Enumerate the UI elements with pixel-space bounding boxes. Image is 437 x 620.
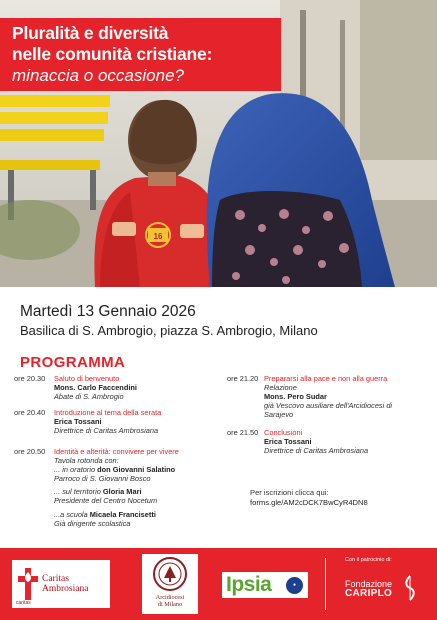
diocesi-line-1: Arcidiocesi — [155, 594, 185, 601]
event-place: Basilica di S. Ambrogio, piazza S. Ambrogio, Milano — [20, 323, 318, 338]
registration-link[interactable]: forms.gle/AM2cDCK7BwCyR4DN8 — [250, 498, 368, 507]
slot-subtitle: Tavola rotonda con: — [54, 456, 119, 466]
footer-logos — [0, 548, 437, 620]
speaker-role: Direttrice di Caritas Ambrosiana — [54, 426, 159, 436]
cariplo-word: CARIPLO — [345, 588, 393, 599]
speaker-name: Mons. Pero Sudar — [264, 392, 327, 402]
hero-photo — [0, 0, 437, 287]
slot-title: Saluto di benvenuto — [54, 374, 120, 383]
panelist-role: Già dirigente scolastica — [54, 518, 131, 528]
title-banner — [0, 18, 281, 91]
program-heading: PROGRAMMA — [20, 354, 126, 371]
caritas-logo — [12, 560, 110, 608]
ipsia-wordmark: Ipsia — [226, 573, 272, 596]
caritas-small-label: caritas — [16, 600, 31, 606]
panelist — [54, 510, 224, 519]
speaker-name: Erica Tossani — [54, 417, 102, 427]
panelist-role: Parroco di S. Giovanni Bosco — [54, 474, 151, 484]
speaker-name: Erica Tossani — [264, 437, 312, 447]
speaker-role: Abate di S. Ambrogio — [54, 392, 124, 402]
registration-label: Per iscrizioni clicca qui: — [250, 488, 329, 497]
footer-divider — [325, 558, 326, 610]
patronage-label: Con il patrocinio di: — [345, 557, 392, 563]
caritas-cross-icon — [18, 568, 38, 600]
panelist — [54, 465, 224, 474]
slot-title: Introduzione al tema della serata — [54, 408, 162, 417]
slot-subtitle: Relazione — [264, 383, 297, 393]
panelist-name: don Giovanni Salatino — [97, 465, 176, 475]
panelist-role: Presidente del Centro Nocetum — [54, 496, 158, 506]
cariplo-mark-icon — [401, 574, 419, 602]
panelist-prefix: ... in oratorio — [54, 465, 96, 475]
speaker-role: già Vescovo ausiliare dell'Arcidiocesi di — [264, 401, 393, 411]
slot-time: ore 20.30 — [14, 374, 46, 383]
speaker-name: Mons. Carlo Faccendini — [54, 383, 137, 393]
acli-icon: ● — [286, 577, 303, 594]
slot-title: Identità e alterità: convivere per vivere — [54, 447, 179, 456]
diocesi-seal-icon — [142, 554, 198, 594]
registration-block — [250, 488, 368, 508]
event-info — [20, 302, 420, 339]
panelist-prefix: ...a scuola — [54, 509, 88, 519]
event-date: Martedì 13 Gennaio 2026 — [20, 303, 196, 320]
jacket-number: 16 — [153, 232, 163, 241]
slot-title: Conclusioni — [264, 428, 303, 437]
panelist-name: Micaela Francisetti — [89, 509, 156, 519]
panelist-name: Gloria Mari — [102, 487, 142, 497]
diocesi-logo — [142, 554, 198, 614]
speaker-role: Direttrice di Caritas Ambrosiana — [264, 446, 369, 456]
ipsia-logo — [222, 572, 308, 598]
panelist-prefix: ... sul territorio — [54, 487, 101, 497]
fondazione-word: Fondazione — [345, 579, 393, 589]
panelist — [54, 487, 224, 496]
slot-time: ore 20.50 — [14, 447, 46, 456]
title-subtitle: minaccia o occasione? — [12, 66, 184, 85]
caritas-line-1: Caritas — [42, 574, 69, 584]
slot-title: Prepararsi alla pace e non alla guerra — [264, 374, 388, 383]
fondazione-cariplo-logo — [345, 579, 392, 599]
slot-time: ore 20.40 — [14, 408, 46, 417]
slot-time: ore 21.50 — [227, 428, 259, 437]
speaker-role-cont: Sarajevo — [264, 410, 294, 420]
title-line-1: Pluralità e diversità — [12, 23, 169, 43]
caritas-line-2: Ambrosiana — [42, 584, 89, 594]
slot-time: ore 21.20 — [227, 374, 259, 383]
title-line-2: nelle comunità cristiane: — [12, 44, 213, 64]
diocesi-line-2: di Milano — [157, 601, 183, 608]
